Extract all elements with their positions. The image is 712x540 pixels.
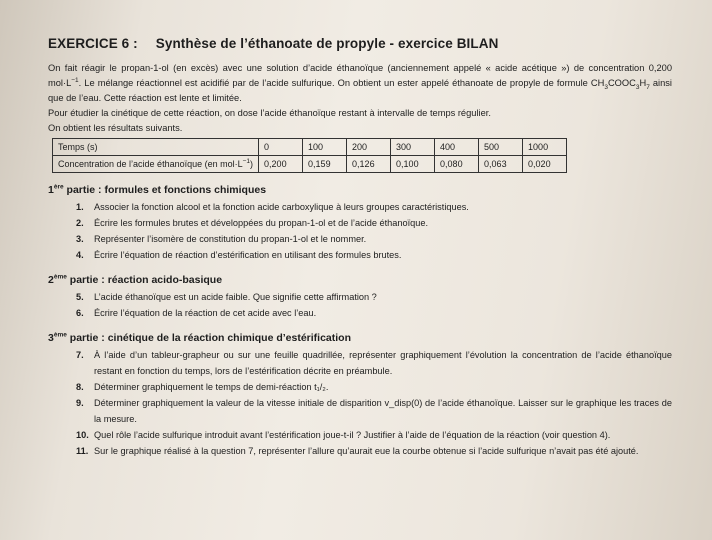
question-number: 9. bbox=[76, 398, 84, 408]
question-item bbox=[76, 231, 672, 247]
question-text: Écrire l’équation de la réaction de cet acide avec l’eau. bbox=[94, 308, 317, 318]
question-number: 11. bbox=[76, 446, 89, 456]
part-2-sup: ème bbox=[53, 273, 67, 281]
formula-mid-2: H bbox=[639, 78, 647, 88]
table-cell-concentration: 0,100 bbox=[391, 156, 435, 173]
question-text: Sur le graphique réalisé à la question 7, représenter l’allure qu’aurait eue la courbe obtenue si l’acide sulfurique n’avait pas été ajouté. bbox=[94, 446, 639, 456]
part-2-title bbox=[48, 274, 672, 286]
intro-p1-a: On fait réagir le propan-1-ol (en excès) avec une solution d’acide éthanoïque (anciennement appelé « acide acétique ») de concentration 0,200 mol·L bbox=[48, 63, 672, 88]
part-1-questions bbox=[48, 199, 672, 263]
part-2-ord: 2 bbox=[48, 274, 54, 286]
part-3-questions bbox=[48, 347, 672, 459]
part-1-heading: partie : formules et fonctions chimiques bbox=[63, 184, 267, 196]
part-2-heading: partie : réaction acido-basique bbox=[66, 274, 223, 286]
table-cell-concentration: 0,080 bbox=[435, 156, 479, 173]
table-cell-time: 1000 bbox=[523, 139, 567, 156]
question-item bbox=[76, 395, 672, 427]
intro-paragraph-3: On obtient les résultats suivants. bbox=[48, 123, 183, 133]
conc-header-a: Concentration de l’acide éthanoïque (en mol·L bbox=[58, 159, 243, 169]
formula-mid-1: COOC bbox=[607, 78, 636, 88]
formula-sub-1: 3 bbox=[604, 83, 608, 91]
question-item bbox=[76, 379, 672, 395]
part-1-ord: 1 bbox=[48, 184, 54, 196]
question-item bbox=[76, 427, 672, 443]
question-number: 5. bbox=[76, 292, 84, 302]
part-3-title bbox=[48, 332, 672, 344]
conc-header-sup: −1 bbox=[242, 158, 251, 165]
table-header-time: Temps (s) bbox=[53, 139, 259, 156]
question-text: Écrire l’équation de réaction d’estérification en utilisant des formules brutes. bbox=[94, 250, 402, 260]
question-text: L’acide éthanoïque est un acide faible. Que signifie cette affirmation ? bbox=[94, 292, 377, 302]
intro-paragraph-1 bbox=[48, 61, 672, 106]
table-row-concentration bbox=[53, 156, 567, 173]
question-number: 3. bbox=[76, 234, 84, 244]
formula-sub-3: 7 bbox=[646, 83, 650, 91]
intro-text bbox=[48, 61, 672, 136]
question-item bbox=[76, 305, 672, 321]
question-number: 8. bbox=[76, 382, 84, 392]
conc-header-b: ) bbox=[250, 159, 254, 169]
question-text: Quel rôle l’acide sulfurique introduit avant l’estérification joue-t-il ? Justifier à l’aide de l’équation de la réaction (voir question 4). bbox=[94, 430, 611, 440]
table-cell-time: 500 bbox=[479, 139, 523, 156]
question-text: À l’aide d’un tableur-grapheur ou sur une feuille quadrillée, représenter graphiquement l’évolution la concentration de l’acide éthanoïque restant en fonction du temps, lors de l’estérification décrite en préambule. bbox=[94, 350, 672, 376]
exercise-number: EXERCICE 6 : bbox=[48, 36, 138, 51]
intro-p1-b: . Le mélange réactionnel est acidifié par de l’acide sulfurique. On obtient un ester appelé éthanoate de propyle de formule CH bbox=[78, 78, 605, 88]
table-cell-time: 400 bbox=[435, 139, 479, 156]
table-cell-time: 300 bbox=[391, 139, 435, 156]
question-number: 6. bbox=[76, 308, 84, 318]
exercise-title bbox=[48, 36, 672, 51]
part-3-sup: ème bbox=[53, 331, 67, 339]
question-text: Déterminer graphiquement la valeur de la vitesse initiale de disparition v_disp(0) de l’acide éthanoïque. Laisser sur le graphique les traces de la mesure. bbox=[94, 398, 672, 424]
table-cell-concentration: 0,200 bbox=[259, 156, 303, 173]
question-number: 1. bbox=[76, 202, 84, 212]
table-cell-concentration: 0,020 bbox=[523, 156, 567, 173]
exercise-heading: Synthèse de l’éthanoate de propyle - exercice BILAN bbox=[155, 36, 499, 51]
question-item bbox=[76, 347, 672, 379]
question-number: 2. bbox=[76, 218, 84, 228]
formula-sub-2: 3 bbox=[635, 83, 640, 91]
question-item bbox=[76, 443, 672, 459]
question-number: 7. bbox=[76, 350, 84, 360]
question-item bbox=[76, 199, 672, 215]
table-cell-time: 200 bbox=[347, 139, 391, 156]
part-2-questions bbox=[48, 289, 672, 321]
table-cell-time: 100 bbox=[303, 139, 347, 156]
part-1-title bbox=[48, 184, 672, 196]
part-3-heading: partie : cinétique de la réaction chimique d’estérification bbox=[66, 332, 352, 344]
question-text: Représenter l’isomère de constitution du propan-1-ol et le nommer. bbox=[94, 234, 367, 244]
question-text: Associer la fonction alcool et la fonction acide carboxylique à leurs groupes caractéristiques. bbox=[94, 202, 469, 212]
table-cell-concentration: 0,126 bbox=[347, 156, 391, 173]
table-cell-time: 0 bbox=[259, 139, 303, 156]
intro-p1-sup: −1 bbox=[71, 76, 79, 84]
question-text: Écrire les formules brutes et développées du propan-1-ol et de l’acide éthanoïque. bbox=[94, 218, 429, 228]
question-item bbox=[76, 247, 672, 263]
table-cell-concentration: 0,159 bbox=[303, 156, 347, 173]
question-item bbox=[76, 289, 672, 305]
table-cell-concentration: 0,063 bbox=[479, 156, 523, 173]
part-1-sup: ère bbox=[53, 183, 64, 191]
question-text: Déterminer graphiquement le temps de demi-réaction t₁/₂. bbox=[94, 382, 329, 392]
question-number: 10. bbox=[76, 430, 89, 440]
part-3-ord: 3 bbox=[48, 332, 54, 344]
table-header-concentration bbox=[53, 156, 259, 173]
question-number: 4. bbox=[76, 250, 84, 260]
table-row-time bbox=[53, 139, 567, 156]
question-item bbox=[76, 215, 672, 231]
intro-p1-c: ainsi que de l’eau. Cette réaction est lente et limitée. bbox=[48, 78, 672, 103]
intro-paragraph-2: Pour étudier la cinétique de cette réaction, on dose l’acide éthanoïque restant à intervalle de temps régulier. bbox=[48, 108, 491, 118]
results-table bbox=[52, 138, 567, 173]
exercise-content bbox=[48, 36, 672, 459]
